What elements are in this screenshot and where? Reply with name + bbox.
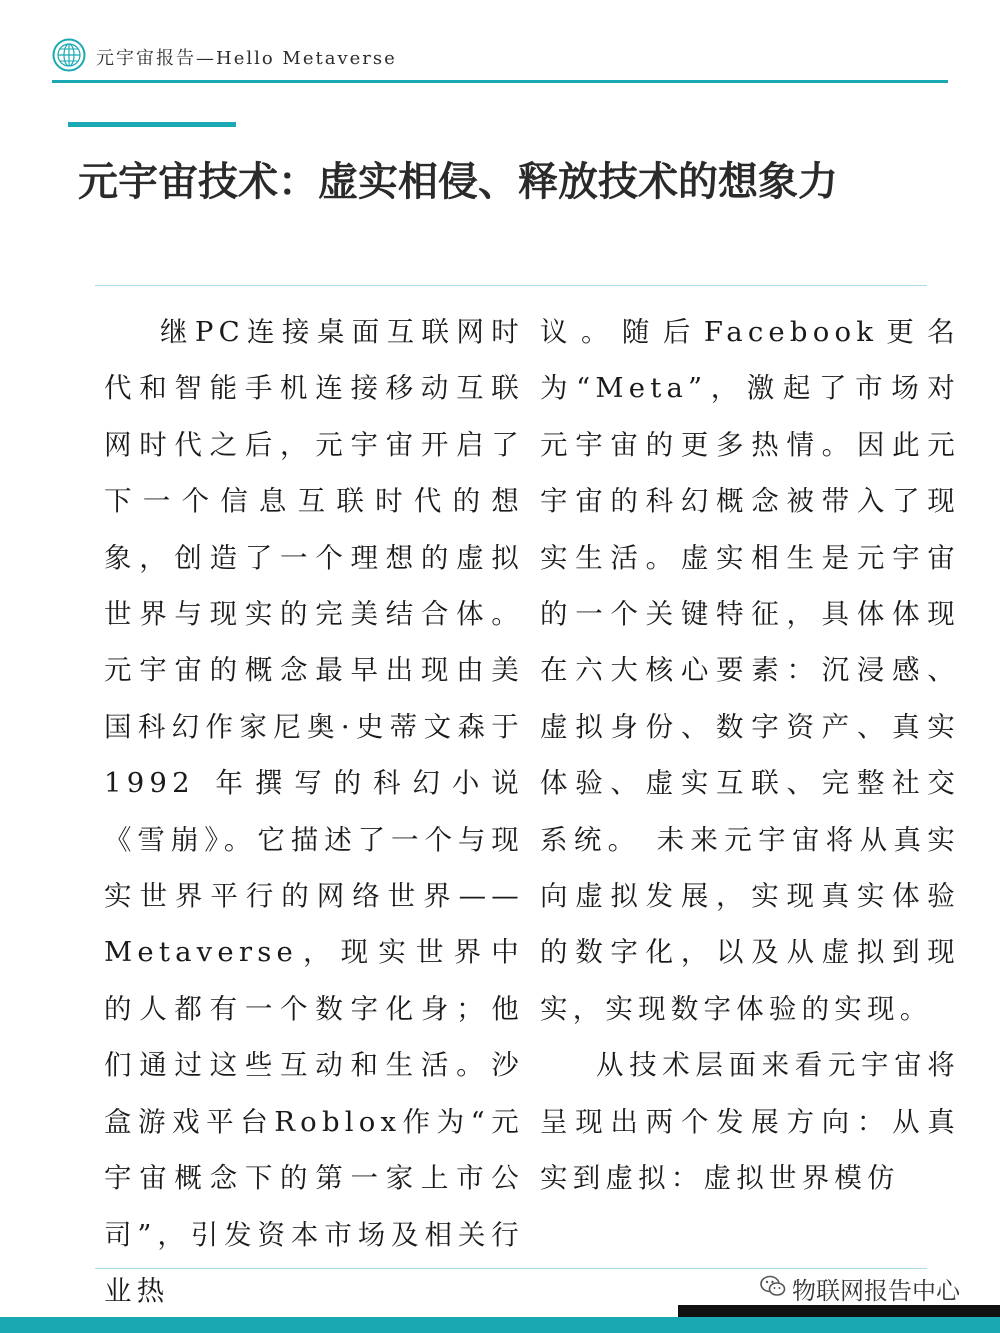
right-column xyxy=(540,304,960,1207)
body-paragraph: 继PC连接桌面互联网时代和智能手机连接移动互联网时代之后，元宇宙开启了下一个信息互联时代的想象，创造了一个理想的虚拟世界与现实的完美结合体。元宇宙的概念最早出现由美国科幻作家尼奥·史蒂文森于1992 年撰写的科幻小说《雪崩》。它描述了一个与现实世界平行的网络世界——Metaverse，现实世界中的人都有一个数字化身；他们通过这些互动和生活。沙盒游戏平台Roblox作为“元宇宙概念下的第一家上市公司”，引发资本市场及相关行业热 xyxy=(104,316,524,1307)
title-divider xyxy=(95,285,927,286)
wechat-icon xyxy=(760,1275,786,1297)
footer-divider xyxy=(95,1268,927,1269)
body-paragraph: 从技术层面来看元宇宙将呈现出两个发展方向：从真实到虚拟：虚拟世界模仿 xyxy=(540,1049,960,1195)
footer-source: 物联网报告中心 xyxy=(792,1277,960,1305)
header-title: 元宇宙报告—Hello Metaverse xyxy=(96,48,397,69)
footer-bar-accent xyxy=(0,1317,1000,1333)
body-paragraph: 议。随后Facebook更名为“Meta”，激起了市场对元宇宙的更多热情。因此元宇宙的科幻概念被带入了现实生活。虚实相生是元宇宙的一个关键特征，具体体现在六大核心要素：沉浸感、虚拟身份、数字资产、真实体验、虚实互联、完整社交系统。 未来元宇宙将从真实向虚拟发展，实现真实体验的数字化，以及从虚拟到现实，实现数字体验的实现。 xyxy=(540,316,960,1025)
article-title: 元宇宙技术：虚实相侵、释放技术的想象力 xyxy=(78,159,838,205)
title-accent-bar xyxy=(68,122,236,127)
header-divider xyxy=(52,80,948,83)
left-column xyxy=(104,304,524,1319)
footer-bar-dark xyxy=(678,1305,1000,1317)
globe-icon xyxy=(52,38,86,72)
